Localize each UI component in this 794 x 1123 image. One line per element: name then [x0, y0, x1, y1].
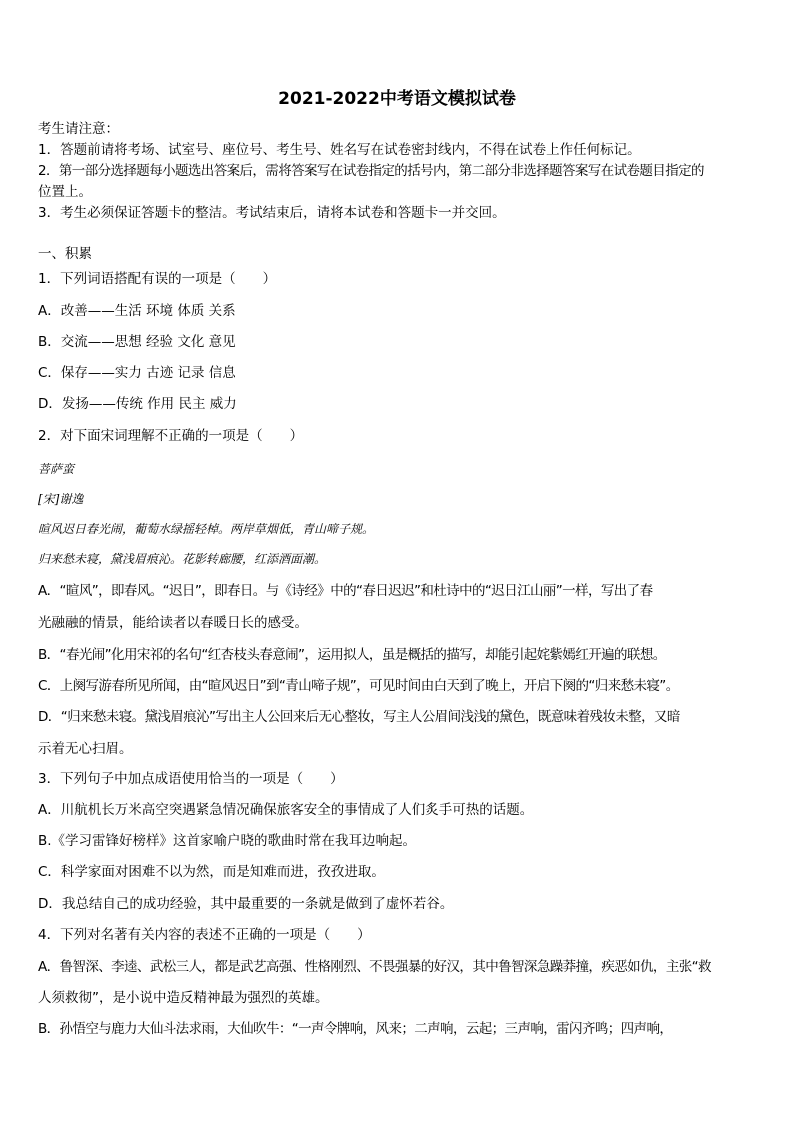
- q2-option-d-cont: 示着无心扫眉。: [38, 741, 133, 757]
- q1-stem: 1．下列词语搭配有误的一项是（ ）: [38, 271, 277, 287]
- q2-stem: 2．对下面宋词理解不正确的一项是（ ）: [38, 428, 304, 444]
- notice-item: 位置上。: [38, 184, 92, 200]
- q1-option-b: B．交流——思想 经验 文化 意见: [38, 334, 236, 350]
- page-title: 2021-2022中考语文模拟试卷: [278, 89, 516, 109]
- q3-option-d: D．我总结自己的成功经验，其中最重要的一条就是做到了虚怀若谷。: [38, 896, 454, 912]
- q2-option-a-cont: 光融融的情景，能给读者以春暖日长的感受。: [38, 615, 308, 631]
- q3-option-b: B.《学习雷锋好榜样》这首家喻户晓的歌曲时常在我耳边响起。: [38, 833, 417, 849]
- q2-option-b: B．“春光闹”化用宋祁的名句“红杏枝头春意闹”，运用拟人，虽是概括的描写，却能引起姹紫嫣红开遍的联想。: [38, 647, 666, 663]
- q3-option-c: C．科学家面对困难不以为然，而是知难而进，孜孜进取。: [38, 864, 385, 880]
- q2-option-d: D．“归来愁未寝。黛浅眉痕沁”写出主人公回来后无心整妆，写主人公眉间浅浅的黛色，既意味着残妆未整，又暗: [38, 709, 680, 725]
- q1-option-a: A．改善——生活 环境 体质 关系: [38, 303, 236, 319]
- q4-option-a-cont: 人须救彻”，是小说中造反精神最为强烈的英雄。: [38, 990, 329, 1006]
- notice-heading: 考生请注意：: [38, 121, 119, 137]
- q4-option-a: A．鲁智深、李逵、武松三人，都是武艺高强、性格刚烈、不畏强暴的好汉，其中鲁智深急躁莽撞，疾恶如仇，主张“救: [38, 959, 711, 975]
- q3-stem: 3．下列句子中加点成语使用恰当的一项是（ ）: [38, 771, 344, 787]
- q2-option-a: A．“暄风”，即春风。“迟日”，即春日。与《诗经》中的“春日迟迟”和杜诗中的“迟日江山丽”一样，写出了春: [38, 583, 653, 599]
- q4-stem: 4．下列对名著有关内容的表述不正确的一项是（ ）: [38, 927, 371, 943]
- q2-option-c: C．上阕写游春所见所闻，由“暄风迟日”到“青山啼子规”，可见时间由白天到了晚上，开启下阕的“归来愁未寝”。: [38, 678, 679, 694]
- q3-option-a: A．川航机长万米高空突遇紧急情况确保旅客安全的事情成了人们炙手可热的话题。: [38, 802, 534, 818]
- notice-item: 1．答题前请将考场、试室号、座位号、考生号、姓名写在试卷密封线内，不得在试卷上作任何标记。: [38, 142, 641, 158]
- poem-title: 菩萨蛮: [38, 462, 75, 476]
- q4-option-b: B．孙悟空与鹿力大仙斗法求雨，大仙吹牛：“一声令牌响，风来；二声响，云起；三声响，雷闪齐鸣；四声响，: [38, 1021, 673, 1037]
- notice-item: 3．考生必须保证答题卡的整洁。考试结束后，请将本试卷和答题卡一并交回。: [38, 205, 506, 221]
- q1-option-c: C．保存——实力 古迹 记录 信息: [38, 365, 236, 381]
- poem-author: [宋]谢逸: [38, 492, 84, 506]
- poem-line: 归来愁未寝，黛浅眉痕沁。花影转廊腰，红添酒面潮。: [38, 552, 327, 566]
- section-heading: 一、积累: [38, 246, 92, 262]
- q1-option-d: D．发扬——传统 作用 民主 威力: [38, 396, 237, 412]
- poem-line: 暄风迟日春光闹，葡萄水绿摇轻棹。两岸草烟低，青山啼子规。: [38, 522, 375, 536]
- notice-item: 2．第一部分选择题每小题选出答案后，需将答案写在试卷指定的括号内，第二部分非选择题答案写在试卷题目指定的: [38, 163, 704, 179]
